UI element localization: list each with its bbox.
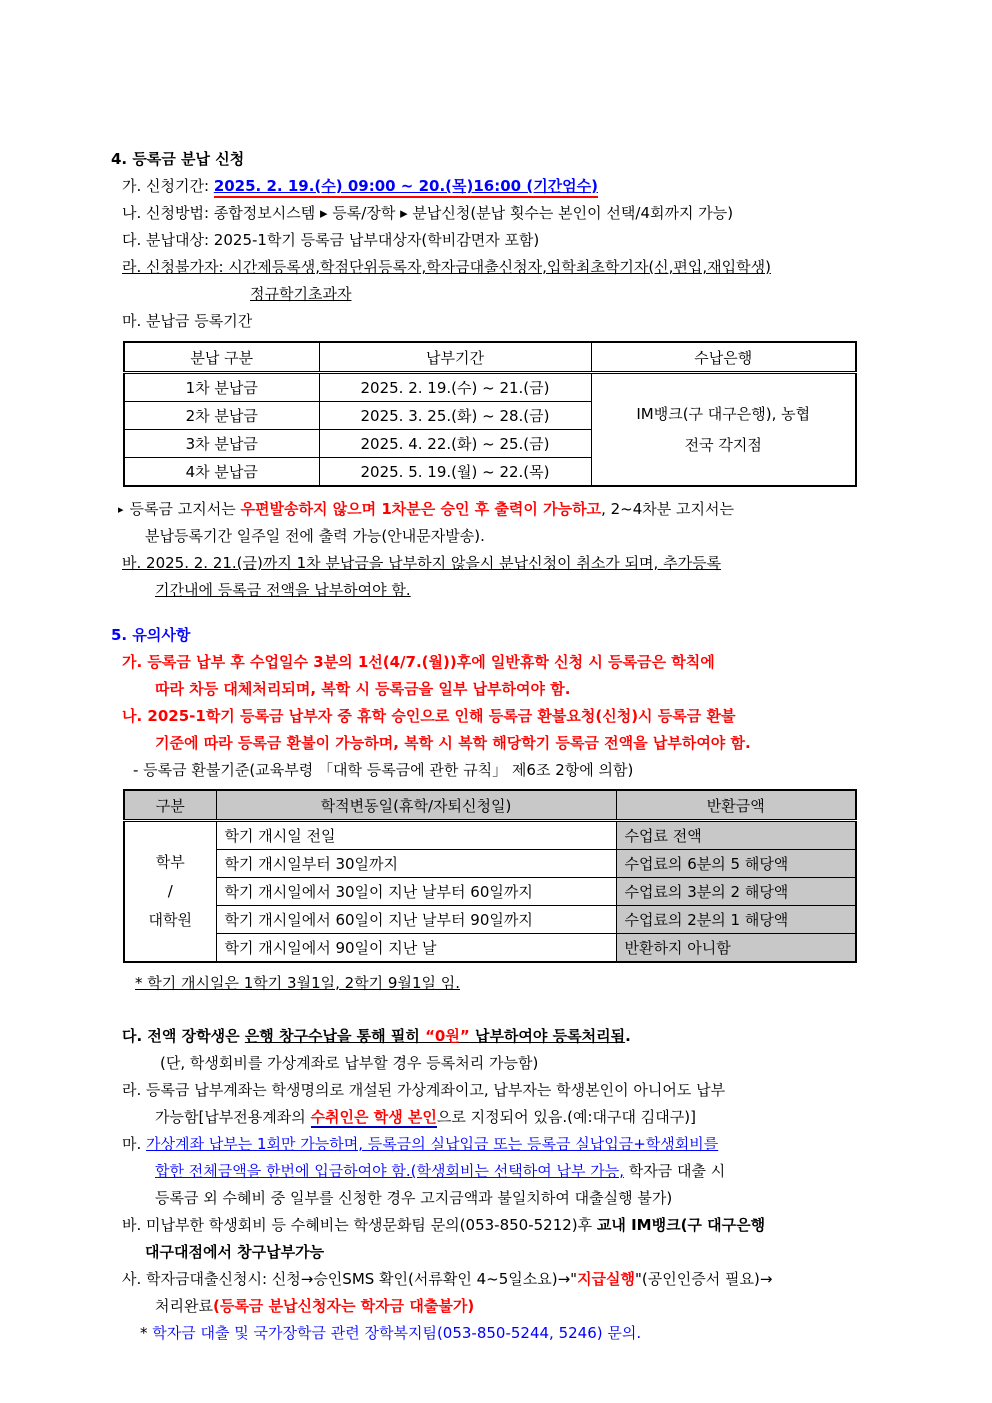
semester-start-note xyxy=(0,970,992,997)
s5-na-line1: 나. 2025-1학기 등록금 납부자 중 휴학 승인으로 인해 등록금 환불요청(신청)시 등록금 환불 xyxy=(122,707,736,725)
s5-na-line2: 기준에 따라 등록금 환불이 가능하며, 복학 시 복학 해당학기 등록금 전액을 납부하여야 함. xyxy=(155,734,751,752)
section5-title: 5. 유의사항 xyxy=(111,626,191,644)
s5-ma-run1-blue: 가상계좌 납부는 1회만 가능하며, 등록금의 실납입금 또는 등록금 실납입금+학생회비를 xyxy=(146,1135,719,1153)
bank-cell xyxy=(591,373,856,487)
s5-sa-run3: "(공인인증서 필요)→ xyxy=(635,1270,773,1288)
s5-ba-run1: 바. 미납부한 학생회비 등 수혜비는 학생문화팀 문의(053-850-5212)후 xyxy=(122,1216,597,1234)
s5-sa-run1: 사. 학자금대출신청시: 신청→승인SMS 확인(서류확인 4~5일소요)→" xyxy=(122,1270,578,1288)
refund-when: 학기 개시일에서 60일이 지난 날부터 90일까지 xyxy=(216,906,616,934)
installment-period: 2025. 3. 25.(화) ~ 28.(금) xyxy=(319,402,591,430)
payment-schedule-table xyxy=(123,341,857,487)
installment-period: 2025. 4. 22.(화) ~ 25.(금) xyxy=(319,430,591,458)
s5-da-run5: . xyxy=(625,1027,631,1045)
header-change-date: 학적변동일(휴학/자퇴신청일) xyxy=(216,790,616,821)
header-refund-amount: 반환금액 xyxy=(616,790,856,821)
s5-ba-run2-bold: 교내 IM뱅크(구 대구은행 xyxy=(596,1216,766,1234)
table-row xyxy=(124,373,856,402)
payment-schedule-header-row xyxy=(124,342,856,373)
refund-when: 학기 개시일에서 30일이 지난 날부터 60일까지 xyxy=(216,878,616,906)
group-line2: / xyxy=(167,882,173,900)
triangle-bullet-icon: ▸ xyxy=(118,503,124,516)
installment-period: 2025. 2. 19.(수) ~ 21.(금) xyxy=(319,373,591,402)
s5-item-sa-line1 xyxy=(0,1266,992,1293)
s5-ra-recipient: 수취인은 학생 본인 xyxy=(310,1108,437,1126)
s4-ba-line2: 기간내에 등록금 전액을 납부하여야 함. xyxy=(155,581,411,599)
s5-item-sa-line2 xyxy=(0,1293,992,1320)
s4-notice-bill-line2 xyxy=(0,523,992,550)
table-row xyxy=(124,878,856,906)
header-bank: 수납은행 xyxy=(591,342,856,373)
s5-item-ba-line2 xyxy=(0,1239,992,1266)
s5-sa-execute-red: 지급실행 xyxy=(577,1270,636,1288)
s5-ma-label: 마. xyxy=(122,1135,147,1153)
s5-item-ba-line1 xyxy=(0,1212,992,1239)
s5-ma-line3: 등록금 외 수혜비 중 일부를 신청한 경우 고지금액과 불일치하여 대출실행 불가) xyxy=(155,1189,673,1207)
s5-ma-run3: 학자금 대출 시 xyxy=(623,1162,726,1180)
s5-ra-run1: 가능함[납부전용계좌의 xyxy=(155,1108,311,1126)
installment-name: 3차 분납금 xyxy=(124,430,319,458)
table-row xyxy=(124,934,856,963)
header-payment-period: 납부기간 xyxy=(319,342,591,373)
s5-item-ma-line2 xyxy=(0,1158,992,1185)
refund-amount: 수업료의 3분의 2 해당액 xyxy=(616,878,856,906)
s4-ba-line1: 바. 2025. 2. 21.(금)까지 1차 분납금을 납부하지 않을시 분납신청이 취소가 되며, 추가등록 xyxy=(122,554,722,572)
refund-table-header-row xyxy=(124,790,856,821)
s5-da-run4: 납부하여야 등록처리됨 xyxy=(469,1027,626,1045)
notice-run2-red: 우편발송하지 않으며 1차분은 승인 후 출력이 가능하고 xyxy=(240,500,602,518)
s5-item-ga-line2 xyxy=(0,676,992,703)
s5-sa-star-mark: * xyxy=(140,1324,153,1342)
refund-when: 학기 개시일 전일 xyxy=(216,821,616,850)
s5-item-ma-line1 xyxy=(0,1131,992,1158)
s5-item-ga-line1 xyxy=(0,649,992,676)
installment-name: 2차 분납금 xyxy=(124,402,319,430)
s5-ga-line1: 가. 등록금 납부 후 수업일수 3분의 1선(4/7.(월))후에 일반휴학 신청 시 등록금은 학칙에 xyxy=(122,653,715,671)
installment-name: 1차 분납금 xyxy=(124,373,319,402)
installment-period: 2025. 5. 19.(월) ~ 22.(목) xyxy=(319,458,591,487)
refund-amount: 반환하지 아니함 xyxy=(616,934,856,963)
s4-notice-bill-line1 xyxy=(0,496,992,523)
bank-line1: IM뱅크(구 대구은행), 농협 xyxy=(636,404,811,423)
section4-title: 4. 등록금 분납 신청 xyxy=(111,150,245,168)
notice-run1: 등록금 고지서는 xyxy=(129,500,241,518)
s5-da-line2: (단, 학생회비를 가상계좌로 납부할 경우 등록처리 가능함) xyxy=(160,1054,539,1072)
table-row xyxy=(124,850,856,878)
installment-name: 4차 분납금 xyxy=(124,458,319,487)
s5-loan-contact-note xyxy=(0,1320,992,1347)
refund-amount: 수업료의 6분의 5 해당액 xyxy=(616,850,856,878)
s5-refund-standard-note xyxy=(0,757,992,784)
category-group-cell xyxy=(124,821,216,963)
table-row xyxy=(124,821,856,850)
s5-item-ma-line3 xyxy=(0,1185,992,1212)
s4-item-installment-period xyxy=(0,308,992,335)
s5-ra-line1: 라. 등록금 납부계좌는 학생명의로 개설된 가상계좌이고, 납부자는 학생본인이 아니어도 납부 xyxy=(122,1081,726,1099)
refund-table xyxy=(123,789,857,963)
s4-item-not-eligible-line2 xyxy=(0,281,992,308)
s5-sa-contact-blue: 학자금 대출 및 국가장학금 관련 장학복지팀(053-850-5244, 5246) 문의. xyxy=(152,1324,642,1342)
refund-amount: 수업료의 2분의 1 해당액 xyxy=(616,906,856,934)
refund-standard-text: - 등록금 환불기준(교육부령 「대학 등록금에 관한 규칙」 제6조 2항에 의함) xyxy=(133,761,634,779)
s4-item-cancellation-line1 xyxy=(0,550,992,577)
s4-item-cancellation-line2 xyxy=(0,577,992,604)
s5-sa-no-loan-red: (등록금 분납신청자는 학자금 대출불가) xyxy=(212,1297,475,1315)
header-installment-type: 분납 구분 xyxy=(124,342,319,373)
refund-amount: 수업료 전액 xyxy=(616,821,856,850)
s5-ga-line2: 따라 차등 대체처리되며, 복학 시 등록금을 일부 납부하여야 함. xyxy=(155,680,571,698)
notice-run3: , 2~4차분 고지서는 xyxy=(601,500,734,518)
s5-item-ra-line1 xyxy=(0,1077,992,1104)
semester-start-text: * 학기 개시일은 1학기 3월1일, 2학기 9월1일 임. xyxy=(135,974,461,992)
s5-ba-line2: 대구대점에서 창구납부가능 xyxy=(145,1243,325,1261)
refund-when: 학기 개시일에서 90일이 지난 날 xyxy=(216,934,616,963)
header-category: 구분 xyxy=(124,790,216,821)
s4-ra-line2: 정규학기초과자 xyxy=(250,285,352,303)
s5-da-run2: 은행 창구수납을 통해 필히 xyxy=(244,1027,426,1045)
group-line3: 대학원 xyxy=(148,911,192,929)
s5-da-run1: 다. 전액 장학생은 xyxy=(122,1027,245,1045)
s5-da-zero-won: “0원” xyxy=(425,1027,470,1045)
s5-item-da-line2 xyxy=(0,1050,992,1077)
s4-item-application-period xyxy=(0,173,992,200)
s5-da-underlined xyxy=(245,1027,625,1045)
group-line1: 학부 xyxy=(155,853,185,871)
s5-item-ra-line2 xyxy=(0,1104,992,1131)
s5-sa-complete: 처리완료 xyxy=(155,1297,213,1315)
s4-ra-line1: 라. 신청불가자: 시간제등록생,학점단위등록자,학자금대출신청자,입학최초학기자(신,편입,재입학생) xyxy=(122,258,771,276)
s4-ga-prefix: 가. 신청기간: xyxy=(122,177,214,195)
bank-line2: 전국 각지점 xyxy=(684,435,762,454)
s4-na-text: 나. 신청방법: 종합정보시스템 ▸ 등록/장학 ▸ 분납신청(분납 횟수는 본인이 선택/4회까지 가능) xyxy=(122,204,734,222)
s5-ra-run3: 으로 지정되어 있음.(예:대구대 김대구)] xyxy=(436,1108,696,1126)
s5-ma-run2-blue: 합한 전체금액을 한번에 입금하여야 함.(학생회비는 선택하여 납부 가능, xyxy=(155,1162,624,1180)
refund-when: 학기 개시일부터 30일까지 xyxy=(216,850,616,878)
s5-item-na-line1 xyxy=(0,703,992,730)
table-row xyxy=(124,906,856,934)
s4-item-application-method xyxy=(0,200,992,227)
s4-da-text: 다. 분납대상: 2025-1학기 등록금 납부대상자(학비감면자 포함) xyxy=(122,231,540,249)
s5-item-na-line2 xyxy=(0,730,992,757)
notice-line2: 분납등록기간 일주일 전에 출력 가능(안내문자발송). xyxy=(145,527,485,545)
s4-ma-text: 마. 분납금 등록기간 xyxy=(122,312,253,330)
s5-item-da-line1 xyxy=(0,1023,992,1050)
s4-item-eligible xyxy=(0,227,992,254)
application-period-value: 2025. 2. 19.(수) 09:00 ~ 20.(목)16:00 (기간엄수) xyxy=(214,177,598,198)
document-content xyxy=(0,146,992,1347)
s4-item-not-eligible-line1 xyxy=(0,254,992,281)
